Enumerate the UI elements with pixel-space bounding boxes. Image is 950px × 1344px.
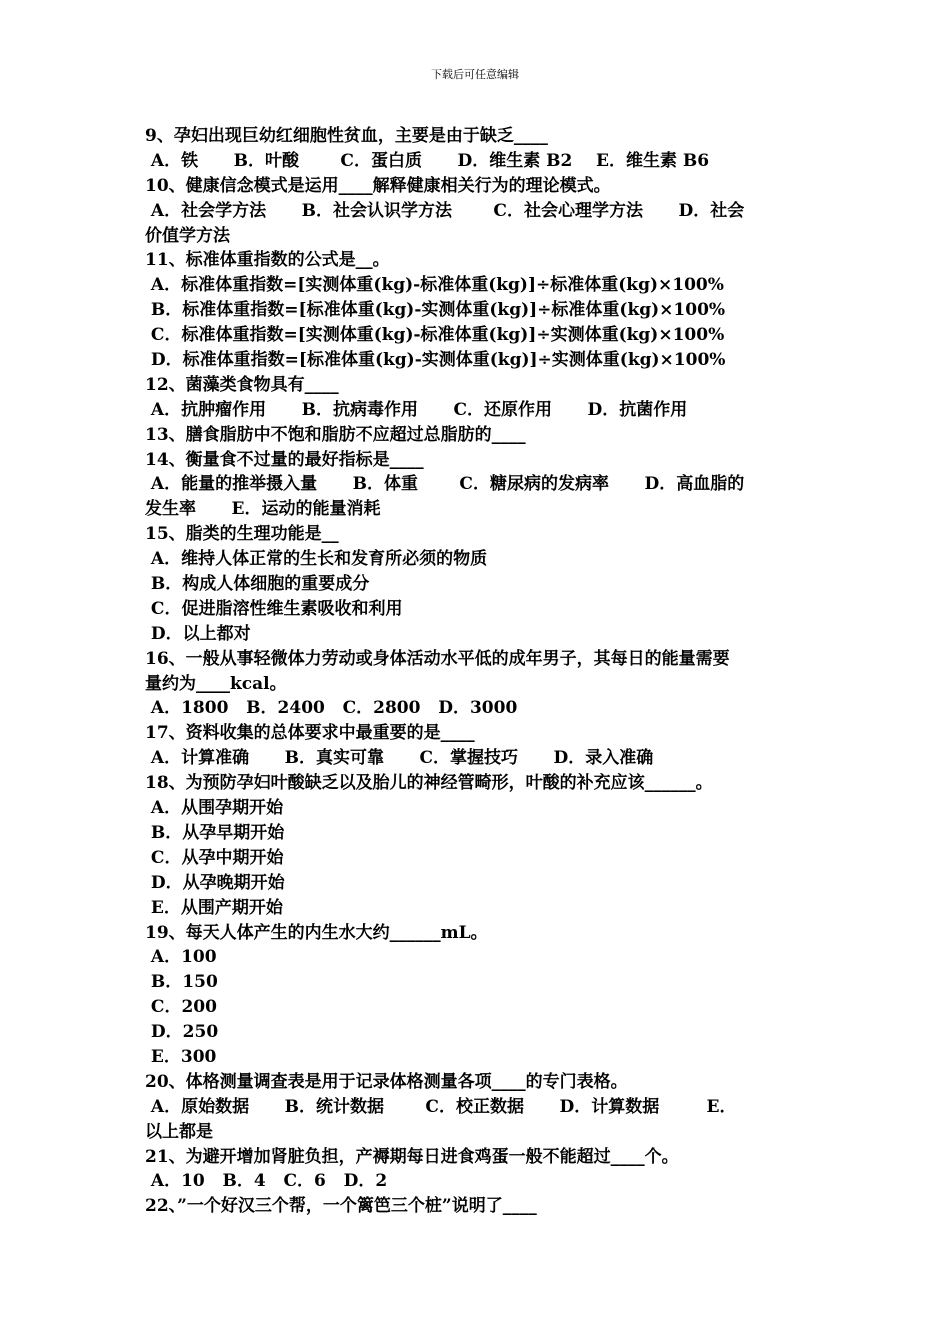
question-19: 19、每天人体产生的内生水大约______mL。 (145, 922, 488, 943)
option-18-a: A．从围孕期开始 (145, 798, 284, 819)
option-18-d: D．从孕晚期开始 (145, 872, 285, 893)
options-14-continued: 发生率 E．运动的能量消耗 (145, 499, 381, 520)
page-header: 下载后可任意编辑 (431, 68, 519, 81)
options-9: A．铁 B．叶酸 C．蛋白质 D．维生素 B2 E．维生素 B6 (145, 150, 710, 171)
option-18-b: B．从孕早期开始 (145, 822, 285, 843)
options-14: A．能量的推举摄入量 B．体重 C．糖尿病的发病率 D．高血脂的 (145, 474, 745, 495)
question-18: 18、为预防孕妇叶酸缺乏以及胎儿的神经管畸形，叶酸的补充应该______。 (145, 773, 713, 794)
options-12: A．抗肿瘤作用 B．抗病毒作用 C．还原作用 D．抗菌作用 (145, 399, 688, 420)
option-15-c: C．促进脂溶性维生素吸收和利用 (145, 598, 403, 619)
options-10-continued: 价值学方法 (145, 225, 230, 246)
option-19-d: D．250 (145, 1022, 219, 1043)
options-17: A．计算准确 B．真实可靠 C．掌握技巧 D．录入准确 (145, 748, 654, 769)
option-18-e: E．从围产期开始 (145, 897, 283, 918)
options-20-continued: 以上都是 (145, 1121, 213, 1142)
question-22: 22、”一个好汉三个帮，一个篱笆三个桩”说明了____ (145, 1196, 537, 1217)
question-11: 11、标准体重指数的公式是__。 (145, 250, 390, 271)
options-21: A．10 B．4 C．6 D．2 (145, 1171, 388, 1192)
question-17: 17、资料收集的总体要求中最重要的是____ (145, 723, 475, 744)
option-11-d: D．标准体重指数=[标准体重(kg)-实测体重(kg)]÷实测体重(kg)×100% (145, 350, 726, 371)
question-16-continued: 量约为____kcal。 (145, 673, 287, 694)
option-11-c: C．标准体重指数=[实测体重(kg)-标准体重(kg)]÷实测体重(kg)×100% (145, 325, 725, 346)
option-19-b: B．150 (145, 972, 218, 993)
question-21: 21、为避开增加肾脏负担，产褥期每日进食鸡蛋一般不能超过____个。 (145, 1146, 679, 1167)
question-20: 20、体格测量调查表是用于记录体格测量各项____的专门表格。 (145, 1071, 628, 1092)
option-11-b: B．标准体重指数=[标准体重(kg)-实测体重(kg)]÷标准体重(kg)×100% (145, 300, 726, 321)
question-12: 12、菌藻类食物具有____ (145, 374, 339, 395)
options-20: A．原始数据 B．统计数据 C．校正数据 D．计算数据 E． (145, 1096, 737, 1117)
question-10: 10、健康信念模式是运用____解释健康相关行为的理论模式。 (145, 175, 611, 196)
question-16: 16、一般从事轻微体力劳动或身体活动水平低的成年男子，其每日的能量需要 (145, 648, 730, 669)
option-15-d: D．以上都对 (145, 623, 251, 644)
question-9: 9、孕妇出现巨幼红细胞性贫血，主要是由于缺乏____ (145, 126, 548, 146)
option-19-a: A．100 (145, 947, 217, 968)
option-15-b: B．构成人体细胞的重要成分 (145, 574, 370, 595)
options-16: A．1800 B．2400 C．2800 D．3000 (145, 698, 518, 719)
option-19-c: C．200 (145, 997, 217, 1018)
question-13: 13、膳食脂肪中不饱和脂肪不应超过总脂肪的____ (145, 424, 526, 445)
options-10: A．社会学方法 B．社会认识学方法 C．社会心理学方法 D．社会 (145, 200, 745, 221)
question-14: 14、衡量食不过量的最好指标是____ (145, 449, 424, 470)
option-15-a: A．维持人体正常的生长和发育所必须的物质 (145, 549, 488, 570)
option-11-a: A．标准体重指数=[实测体重(kg)-标准体重(kg)]÷标准体重(kg)×100% (145, 275, 724, 296)
document-body (145, 124, 810, 1219)
option-18-c: C．从孕中期开始 (145, 847, 284, 868)
question-15: 15、脂类的生理功能是__ (145, 524, 339, 545)
option-19-e: E．300 (145, 1046, 217, 1067)
